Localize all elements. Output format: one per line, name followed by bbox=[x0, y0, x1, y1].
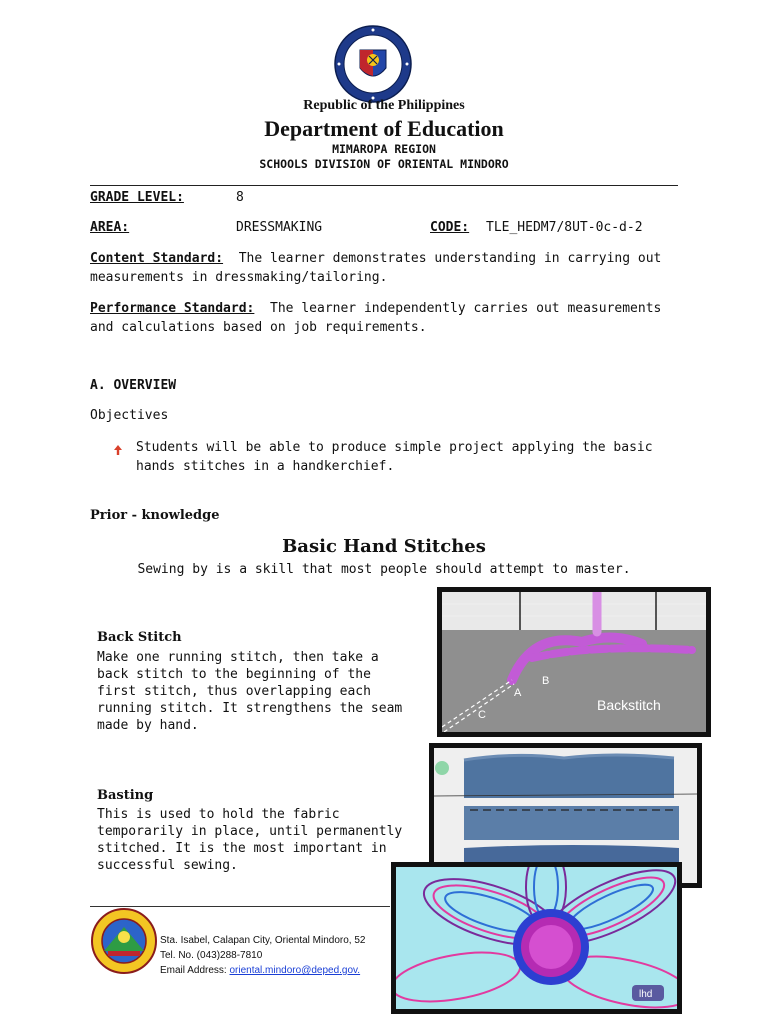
content-standard bbox=[90, 249, 690, 287]
deped-seal-logo bbox=[333, 24, 413, 104]
area-value: DRESSMAKING bbox=[236, 220, 323, 235]
basting-title: Basting bbox=[97, 788, 154, 803]
flower-watermark: lhd bbox=[639, 989, 653, 1000]
footer-email bbox=[160, 965, 360, 976]
republic-heading: Republic of the Philippines bbox=[303, 98, 465, 113]
point-c-label: C bbox=[478, 709, 486, 721]
grade-level-label: GRADE LEVEL: bbox=[90, 190, 184, 205]
region-label: MIMAROPA REGION bbox=[332, 142, 436, 156]
code-value: TLE_HEDM7/8UT-0c-d-2 bbox=[486, 220, 643, 235]
performance-standard-label: Performance Standard: bbox=[90, 301, 255, 316]
division-seal-logo bbox=[90, 907, 158, 975]
point-b-label: B bbox=[542, 675, 550, 687]
point-a-label: A bbox=[514, 687, 522, 699]
back-stitch-description: Make one running stitch, then take a back stitch to the beginning of the first stitch, thus overlapping each running stitch. It strengthens the seam made by hand. bbox=[97, 650, 403, 733]
basting-description: This is used to hold the fabric temporarily in place, until permanently stitched. It is the most important in successful sewing. bbox=[97, 807, 403, 873]
content-standard-label: Content Standard: bbox=[90, 251, 224, 266]
objectives-label: Objectives bbox=[90, 408, 169, 423]
objective-item: Students will be able to produce simple project applying the basic hands stitches in a handkerchief. bbox=[136, 440, 653, 474]
overview-heading: A. OVERVIEW bbox=[90, 378, 177, 393]
backstitch-caption: Backstitch bbox=[597, 697, 661, 713]
prior-knowledge-label: Prior - knowledge bbox=[90, 508, 220, 523]
department-title: Department of Education bbox=[264, 116, 504, 141]
email-link[interactable]: oriental.mindoro@deped.gov. bbox=[229, 965, 361, 976]
footer-telephone: Tel. No. (043)288-7810 bbox=[160, 950, 263, 961]
area-label: AREA: bbox=[90, 220, 130, 235]
flower-embroidery-image bbox=[391, 862, 682, 1014]
performance-standard bbox=[90, 299, 690, 337]
email-label: Email Address: bbox=[160, 965, 230, 976]
section-title: Basic Hand Stitches bbox=[282, 536, 486, 557]
footer-address: Sta. Isabel, Calapan City, Oriental Mindoro, 52 bbox=[160, 935, 366, 946]
performance-standard-text: The learner independently carries out measurements and calculations based on job requirements. bbox=[90, 301, 662, 335]
section-subtitle: Sewing by is a skill that most people should attempt to master. bbox=[137, 562, 631, 577]
division-label: SCHOOLS DIVISION OF ORIENTAL MINDORO bbox=[259, 157, 509, 171]
arrow-bullet-icon bbox=[112, 441, 124, 453]
backstitch-image bbox=[437, 587, 711, 737]
code-label: CODE: bbox=[430, 220, 470, 235]
grade-level-value: 8 bbox=[236, 190, 244, 205]
content-standard-text: The learner demonstrates understanding in carrying out measurements in dressmaking/tailoring. bbox=[90, 251, 662, 285]
header-divider bbox=[90, 185, 678, 186]
back-stitch-title: Back Stitch bbox=[97, 630, 182, 645]
